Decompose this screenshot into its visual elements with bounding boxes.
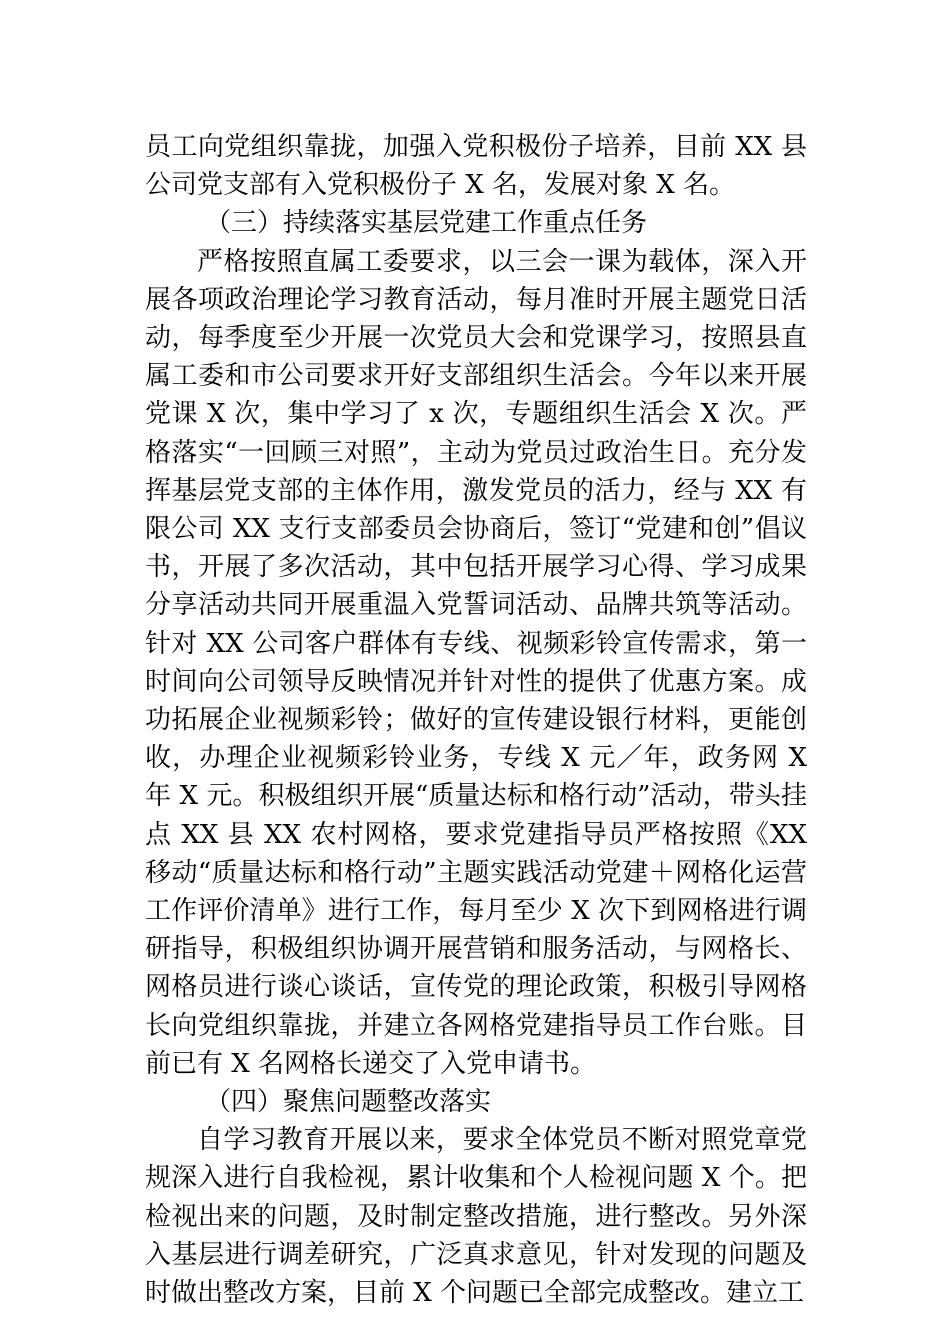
section-heading-4: （四）聚焦问题整改落实	[205, 1087, 492, 1118]
document-body	[145, 128, 807, 1312]
paragraph-continuation: 员工向党组织靠拢，加强入党积极份子培养，目前 XX 县公司党支部有入党积极份子 X 名，发展对象 X 名。	[145, 132, 807, 201]
section-heading-3: （三）持续落实基层党建工作重点任务	[205, 208, 648, 239]
paragraph-section-4: 自学习教育开展以来，要求全体党员不断对照党章党规深入进行自我检视，累计收集和个人检视问题 X 个。把检视出来的问题，及时制定整改措施，进行整改。另外深入基层进行调差研究，广泛真求意见，针对发现的问题及时做出整改方案，目前 X 个问题已全部完成整改。建立工	[145, 1125, 807, 1309]
paragraph-section-3: 严格按照直属工委要求，以三会一课为载体，深入开展各项政治理论学习教育活动，每月准时开展主题党日活动，每季度至少开展一次党员大会和党课学习，按照县直属工委和市公司要求开好支部组织生活会。今年以来开展党课 X 次，集中学习了 x 次，专题组织生活会 X 次。严格落实“一回顾三对照”，主动为党员过政治生日。充分发挥基层党支部的主体作用，激发党员的活力，经与 XX 有限公司 XX 支行支部委员会协商后，签订“党建和创”倡议书，开展了多次活动，其中包括开展学习心得、学习成果分享活动共同开展重温入党誓词活动、品牌共筑等活动。针对 XX 公司客户群体有专线、视频彩铃宣传需求，第一时间向公司领导反映情况并针对性的提供了优惠方案。成功拓展企业视频彩铃；做好的宣传建设银行材料，更能创收，办理企业视频彩铃业务，专线 X 元／年，政务网 X 年 X 元。积极组织开展“质量达标和格行动”活动，带头挂点 XX 县 XX 农村网格，要求党建指导员严格按照《XX 移动“质量达标和格行动”主题实践活动党建＋网格化运营工作评价清单》进行工作，每月至少 X 次下到网格进行调研指导，积极组织协调开展营销和服务活动，与网格长、网格员进行谈心谈话，宣传党的理论政策，积极引导网格长向党组织靠拢，并建立各网格党建指导员工作台账。目前已有 X 名网格长递交了入党申请书。	[145, 246, 807, 1079]
